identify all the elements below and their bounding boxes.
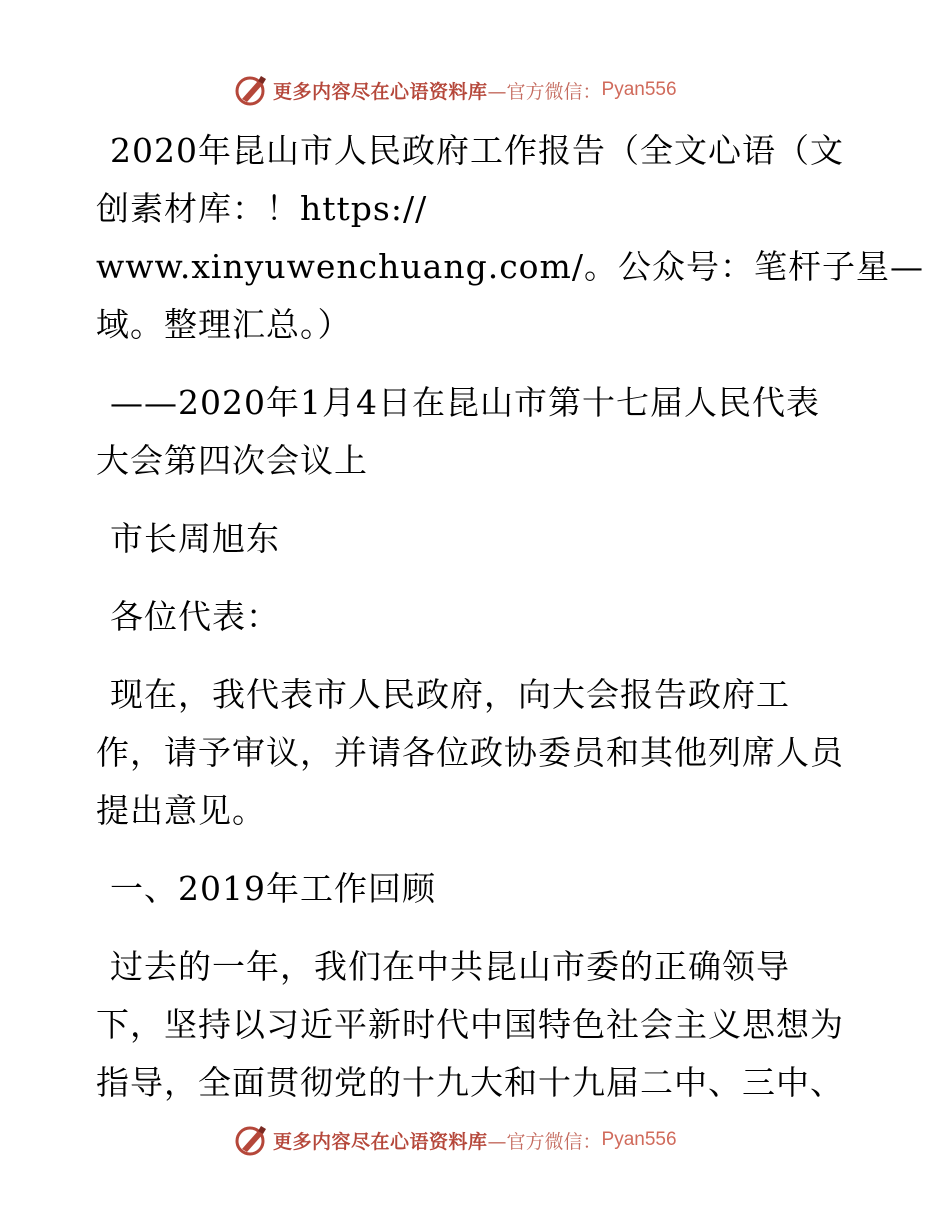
intro-line: 作，请予审议，并请各位政协委员和其他列席人员 xyxy=(96,733,844,772)
header-watermark-banner xyxy=(233,70,753,110)
wechat-id: Pyan556 xyxy=(601,1129,677,1150)
pen-circle-logo-icon xyxy=(233,72,269,108)
wechat-id: Pyan556 xyxy=(601,79,677,100)
footer-watermark-banner xyxy=(233,1120,753,1160)
official-wechat-label: —官方微信： xyxy=(487,1130,602,1153)
brand-text: 更多内容尽在心语资料库 xyxy=(273,1130,488,1153)
intro-line: 提出意见。 xyxy=(96,791,266,830)
section-heading: 一、2019年工作回顾 xyxy=(110,869,436,908)
intro-line: 现在，我代表市人民政府，向大会报告政府工 xyxy=(110,675,790,714)
pen-circle-logo-icon xyxy=(233,1122,269,1158)
title-line: 域。整理汇总。） xyxy=(96,305,352,344)
brand-text: 更多内容尽在心语资料库 xyxy=(273,80,488,103)
title-line: www.xinyuwenchuang.com/。公众号：笔杆子星— xyxy=(96,247,924,286)
subtitle-line: 大会第四次会议上 xyxy=(96,441,368,480)
salutation: 各位代表： xyxy=(110,597,280,636)
title-line: 创素材库：！https:// xyxy=(96,189,428,228)
body-line: 过去的一年，我们在中共昆山市委的正确领导 xyxy=(110,947,790,986)
body-line: 下，坚持以习近平新时代中国特色社会主义思想为 xyxy=(96,1005,844,1044)
document-body xyxy=(96,122,924,1112)
title-line: 2020年昆山市人民政府工作报告（全文心语（文 xyxy=(110,131,844,170)
speaker: 市长周旭东 xyxy=(110,519,280,558)
subtitle-line: ——2020年1月4日在昆山市第十七届人民代表 xyxy=(110,383,820,422)
official-wechat-label: —官方微信： xyxy=(487,80,602,103)
body-line: 指导，全面贯彻党的十九大和十九届二中、三中、 xyxy=(96,1063,844,1102)
